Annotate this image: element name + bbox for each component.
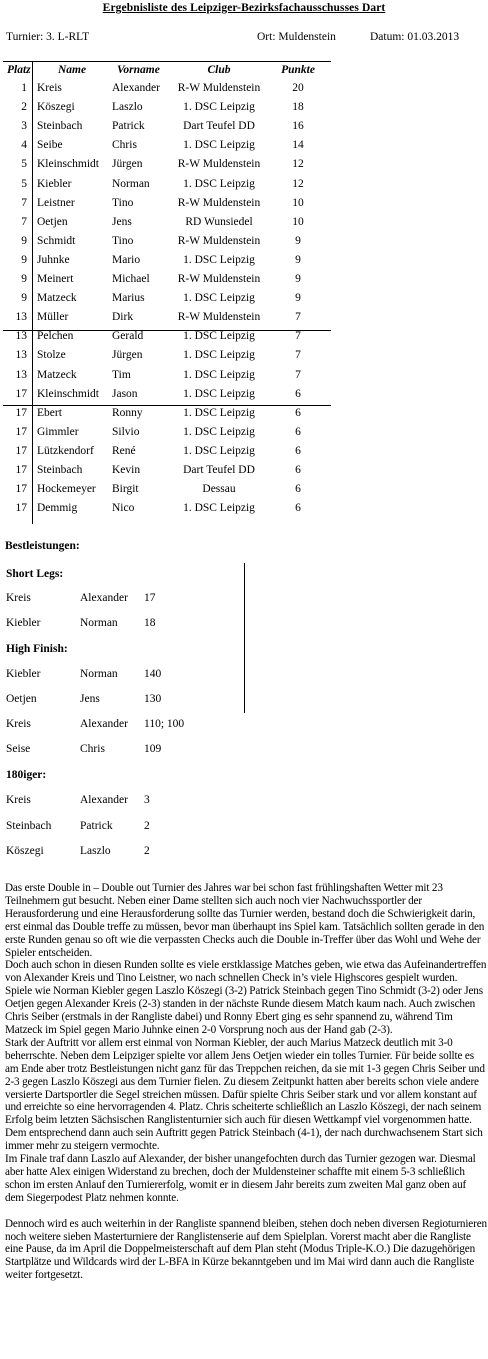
cell-vorname: Mario (112, 253, 141, 266)
cell-name: Köszegi (37, 101, 75, 114)
best-name: Kreis (6, 718, 31, 730)
cell-club: R-W Muldenstein (177, 82, 261, 94)
cell-punkte: 18 (292, 101, 304, 114)
table-row (0, 330, 340, 349)
high-finish-heading: High Finish: (6, 643, 68, 655)
cell-name: Pelchen (37, 330, 74, 343)
header-punkte: Punkte (281, 64, 315, 76)
best-row (0, 693, 240, 708)
cell-club: 1. DSC Leipzig (183, 139, 255, 152)
header-platz: Platz (7, 64, 31, 76)
report-paragraph: Spiele wie Norman Kiebler gegen Laszlo Köszegi (3-2) Patrick Steinbach gegen Tino Schmidt (3-2) oder Jens Oetjen gegen Alexander Kreis (2-3) standen in der nächste Runde diesem Match kaum nach. Auch zwischen Chris Seiber (erstmals in der Rangliste dabei) und Ronny Ebert ging es sehr spannend zu, während Tim Matzeck im Spiel gegen Mario Juhnke einen 2-0 Vorsprung noch aus der Hand gab (2-3). (5, 985, 483, 1036)
table-row (0, 82, 340, 101)
report-paragraph: Doch auch schon in diesen Runden sollte es viele erstklassige Matches geben, wie etwa das Aufeinandertreffen von Alexander Kreis und Tino Leistner, wo nach schnellen Check in’s viele Highscores gespielt wurden. (5, 959, 487, 985)
report-paragraph: Dennoch wird es auch weiterhin in der Rangliste spannend bleiben, stehen doch neben diversen Regioturnieren noch weitere sieben Masterturniere der Ranglistenserie auf dem Spielplan. Vorerst macht aber die Rangliste eine Pause, da im April die Doppelmeisterschaft auf dem Plan steht (Modus Triple-K.O.) Die dazugehörigen Startplätze und Wildcards wird der L-BFA in Kürze bekanntgeben und im Mai wird dann auch die Rangliste weiter fortgesetzt. (5, 1217, 487, 1282)
cell-name: Meinert (37, 273, 74, 285)
cell-vorname: Patrick (112, 120, 145, 133)
cell-platz: 5 (21, 177, 27, 190)
table-row (0, 101, 340, 120)
cell-platz: 13 (15, 349, 27, 362)
cell-punkte: 7 (295, 330, 301, 343)
location-label: Ort: Muldenstein (257, 31, 336, 43)
short-legs-heading: Short Legs: (6, 568, 64, 580)
cell-club: 1. DSC Leipzig (183, 177, 255, 190)
cell-name: Kiebler (37, 177, 72, 190)
cell-vorname: Tino (112, 196, 134, 209)
best-value: 140 (144, 668, 162, 680)
cell-punkte: 7 (295, 311, 301, 324)
cell-platz: 17 (15, 425, 27, 438)
cell-club: 1. DSC Leipzig (183, 444, 255, 457)
tournament-label: Turnier: 3. L-RLT (6, 31, 90, 43)
cell-name: Demmig (37, 502, 78, 515)
best-row (0, 668, 240, 683)
cell-punkte: 6 (295, 464, 301, 476)
cell-name: Steinbach (37, 464, 83, 476)
best-name: Kiebler (6, 617, 41, 629)
best-vorname: Alexander (80, 794, 128, 806)
header-vorname: Vorname (117, 64, 160, 76)
report-paragraph: Das erste Double in – Double out Turnier des Jahres war bei schon fast frühlingshaften Wetter mit 23 Teilnehmern gut besucht. Neben einer Dame stellten sich auch noch vier Nachwuchssportler der Herausforderung und eine Herausforderung sollte das Turnier werden, bestand doch die Schwierigkeit darin, erst einmal das Double treffe zu müssen, bevor man überhaupt ins Spiel kam. Tatsächlich sollten gerade in den erste Runden genau so oft wie die verpassten Checks auch die Double in-Treffer über das Wohl und Wehe der Spieler entscheiden. (5, 882, 485, 959)
best-name: Kiebler (6, 668, 41, 680)
best-vorname: Alexander (80, 718, 128, 730)
cell-vorname: Norman (112, 177, 150, 190)
cell-club: Dart Teufel DD (183, 464, 255, 476)
cell-platz: 9 (21, 234, 27, 247)
table-row (0, 426, 340, 445)
cell-vorname: Alexander (112, 82, 160, 94)
table-row (0, 349, 340, 368)
best-name: Oetjen (6, 693, 37, 705)
cell-platz: 17 (15, 387, 27, 400)
cell-vorname: Kevin (112, 464, 141, 476)
header-name: Name (58, 64, 87, 76)
cell-club: Dart Teufel DD (183, 120, 255, 133)
cell-club: 1. DSC Leipzig (183, 253, 255, 266)
cell-punkte: 6 (295, 406, 301, 419)
cell-punkte: 6 (295, 444, 301, 457)
table-row (0, 445, 340, 464)
cell-platz: 13 (15, 311, 27, 324)
cell-club: R-W Muldenstein (177, 158, 261, 171)
cell-platz: 17 (15, 464, 27, 476)
cell-punkte: 7 (295, 368, 301, 381)
tournament-report (5, 882, 487, 1282)
cell-platz: 9 (21, 292, 27, 305)
cell-name: Hockemeyer (37, 483, 96, 496)
cell-punkte: 12 (292, 177, 304, 190)
cell-name: Oetjen (37, 215, 68, 228)
table-row (0, 388, 340, 407)
cell-platz: 5 (21, 158, 27, 171)
cell-vorname: Dirk (112, 311, 134, 324)
cell-punkte: 14 (292, 139, 304, 152)
cell-platz: 3 (21, 120, 27, 133)
cell-vorname: Jason (112, 387, 138, 400)
best-value: 130 (144, 693, 162, 705)
cell-name: Juhnke (37, 253, 70, 266)
cell-club: 1. DSC Leipzig (183, 502, 255, 515)
cell-platz: 2 (21, 101, 27, 114)
cell-punkte: 9 (295, 253, 301, 266)
cell-vorname: Michael (112, 273, 150, 285)
cell-name: Matzeck (37, 292, 77, 305)
table-top-rule (3, 61, 331, 62)
best-name: Köszegi (6, 845, 44, 857)
best-row (0, 845, 240, 860)
cell-vorname: Jürgen (112, 158, 143, 171)
best-vorname: Patrick (80, 820, 113, 832)
cell-platz: 7 (21, 196, 27, 209)
cell-platz: 17 (15, 483, 27, 496)
tournament-meta (0, 31, 488, 45)
table-row (0, 216, 340, 235)
cell-club: 1. DSC Leipzig (183, 387, 255, 400)
cell-vorname: Laszlo (112, 101, 143, 114)
table-row (0, 502, 340, 521)
cell-platz: 9 (21, 253, 27, 266)
cell-punkte: 9 (295, 234, 301, 247)
cell-vorname: Chris (112, 139, 137, 152)
best-row (0, 820, 240, 835)
best-row (0, 794, 240, 809)
best-row (0, 617, 240, 632)
cell-platz: 13 (15, 330, 27, 343)
cell-vorname: Birgit (112, 483, 139, 496)
cell-vorname: Nico (112, 502, 135, 515)
best-name: Kreis (6, 794, 31, 806)
cell-club: R-W Muldenstein (177, 273, 261, 285)
best-value: 18 (144, 617, 156, 629)
table-row (0, 158, 340, 177)
report-paragraph: Im Finale traf dann Laszlo auf Alexander, der bisher unangefochten durch das Turnier gezogen war. Diesmal aber hatte Alex einigen Widerstand zu brechen, doch der Muldensteiner schaffte mit einem 5-3 schließlich schon im ersten Anlauf den Turniererfolg, womit er in diesem Jahr bereits zum zweiten Mal ganz oben auf dem Siegerpodest Platz nehmen konnte. (5, 1153, 476, 1204)
date-label: Datum: 01.03.2013 (370, 31, 460, 43)
cell-punkte: 9 (295, 292, 301, 305)
best-name: Seise (6, 743, 31, 755)
cell-club: R-W Muldenstein (177, 196, 261, 209)
cell-name: Steinbach (37, 120, 83, 133)
cell-club: 1. DSC Leipzig (183, 349, 255, 362)
best-name: Steinbach (6, 820, 52, 832)
cell-name: Kleinschmidt (37, 158, 99, 171)
best-vorname: Norman (80, 617, 118, 629)
cell-name: Stolze (37, 349, 66, 362)
page-title: Ergebnisliste des Leipziger-Bezirksfachausschusses Dart (102, 2, 386, 14)
cell-vorname: Tim (112, 368, 131, 381)
table-row (0, 369, 340, 388)
cell-punkte: 10 (292, 196, 304, 209)
table-row (0, 139, 340, 158)
cell-vorname: Marius (112, 292, 145, 305)
cell-club: R-W Muldenstein (177, 311, 261, 324)
best-value: 2 (144, 845, 150, 857)
best-name: Kreis (6, 592, 31, 604)
cell-punkte: 9 (295, 273, 301, 285)
cell-name: Schmidt (37, 234, 76, 247)
cell-punkte: 6 (295, 502, 301, 515)
cell-name: Matzeck (37, 368, 77, 381)
cell-name: Leistner (37, 196, 75, 209)
cell-platz: 1 (21, 82, 27, 94)
best-vorname: Norman (80, 668, 118, 680)
cell-platz: 17 (15, 444, 27, 457)
table-row (0, 311, 340, 330)
cell-vorname: Tino (112, 234, 134, 247)
best-vorname: Alexander (80, 592, 128, 604)
report-paragraph: Stark der Auftritt vor allem erst einmal von Norman Kiebler, der auch Marius Matzeck deutlich mit 3-0 beherrschte. Neben dem Leipziger spielte vor allem Jens Oetjen wieder ein tolles Turnier. Für beide sollte es am Ende aber trotz Bestleistungen nicht ganz für das Treppchen reichen, da sie mit 1-3 gegen Chris Seiber und 2-3 gegen Laszlo Köszegi aus dem Turnier fielen. Zu diesem Zeitpunkt hatten aber bereits schon viele andere versierte Dartsportler die Segel streichen müssen. Dafür spielte Chris Seiber stark und vor allem konstant auf und erreichte so eine hervorragenden 4. Platz. Chris scheiterte schließlich an Laszlo Köszegi, der nach seinem Erfolg beim letzten Sächsischen Ranglistenturnier sich auch für diesen Wettkampf viel vorgenommen hatte. Dem entsprechend dann auch sein Auftritt gegen Patrick Steinbach (4-1), der nach durchwachsenem Start sich immer mehr zu steigern vermochte. (5, 1036, 485, 1153)
cell-punkte: 6 (295, 483, 301, 496)
best-value: 109 (144, 743, 162, 755)
cell-name: Kreis (37, 82, 62, 94)
cell-vorname: René (112, 444, 136, 457)
header-club: Club (207, 64, 231, 76)
table-row (0, 254, 340, 273)
table-row (0, 178, 340, 197)
cell-platz: 9 (21, 273, 27, 285)
cell-club: 1. DSC Leipzig (183, 368, 255, 381)
best-value: 2 (144, 820, 150, 832)
cell-club: R-W Muldenstein (177, 234, 261, 247)
best-row (0, 592, 240, 607)
cell-club: 1. DSC Leipzig (183, 292, 255, 305)
cell-name: Müller (37, 311, 69, 324)
best-row (0, 718, 240, 733)
cell-club: Dessau (202, 483, 236, 496)
cell-club: RD Wunsiedel (185, 215, 253, 228)
cell-platz: 13 (15, 368, 27, 381)
cell-club: 1. DSC Leipzig (183, 330, 255, 343)
cell-punkte: 6 (295, 387, 301, 400)
best-value: 17 (144, 592, 156, 604)
table-row (0, 292, 340, 311)
cell-name: Seibe (37, 139, 63, 152)
cell-club: 1. DSC Leipzig (183, 425, 255, 438)
cell-platz: 17 (15, 406, 27, 419)
cell-punkte: 12 (292, 158, 304, 171)
cell-name: Ebert (37, 406, 62, 419)
table-row (0, 120, 340, 139)
best-row (0, 743, 240, 758)
cell-vorname: Silvio (112, 425, 140, 438)
cell-punkte: 10 (292, 215, 304, 228)
cell-club: 1. DSC Leipzig (183, 101, 255, 114)
one-eighty-heading: 180iger: (6, 769, 47, 781)
cell-name: Kleinschmidt (37, 387, 99, 400)
table-row (0, 235, 340, 254)
cell-platz: 17 (15, 502, 27, 515)
cell-punkte: 6 (295, 425, 301, 438)
cell-name: Lützkendorf (37, 444, 94, 457)
table-row (0, 197, 340, 216)
best-value: 110; 100 (144, 718, 185, 730)
cell-vorname: Jens (112, 215, 132, 228)
cell-platz: 7 (21, 215, 27, 228)
results-header-row (0, 64, 340, 81)
table-row (0, 464, 340, 483)
table-row (0, 407, 340, 426)
best-vorname: Jens (80, 693, 100, 705)
cell-punkte: 20 (292, 82, 304, 94)
best-vorname: Laszlo (80, 845, 111, 857)
best-vorname: Chris (80, 743, 105, 755)
cell-vorname: Ronny (112, 406, 143, 419)
cell-name: Gimmler (37, 425, 79, 438)
cell-club: 1. DSC Leipzig (183, 406, 255, 419)
cell-punkte: 16 (292, 120, 304, 133)
table-row (0, 483, 340, 502)
table-row (0, 273, 340, 292)
cell-platz: 4 (21, 139, 27, 152)
cell-vorname: Jürgen (112, 349, 143, 362)
best-performances-divider (244, 563, 245, 713)
best-value: 3 (144, 794, 150, 806)
cell-vorname: Gerald (112, 330, 144, 343)
cell-punkte: 7 (295, 349, 301, 362)
best-performances-heading: Bestleistungen: (5, 540, 80, 552)
